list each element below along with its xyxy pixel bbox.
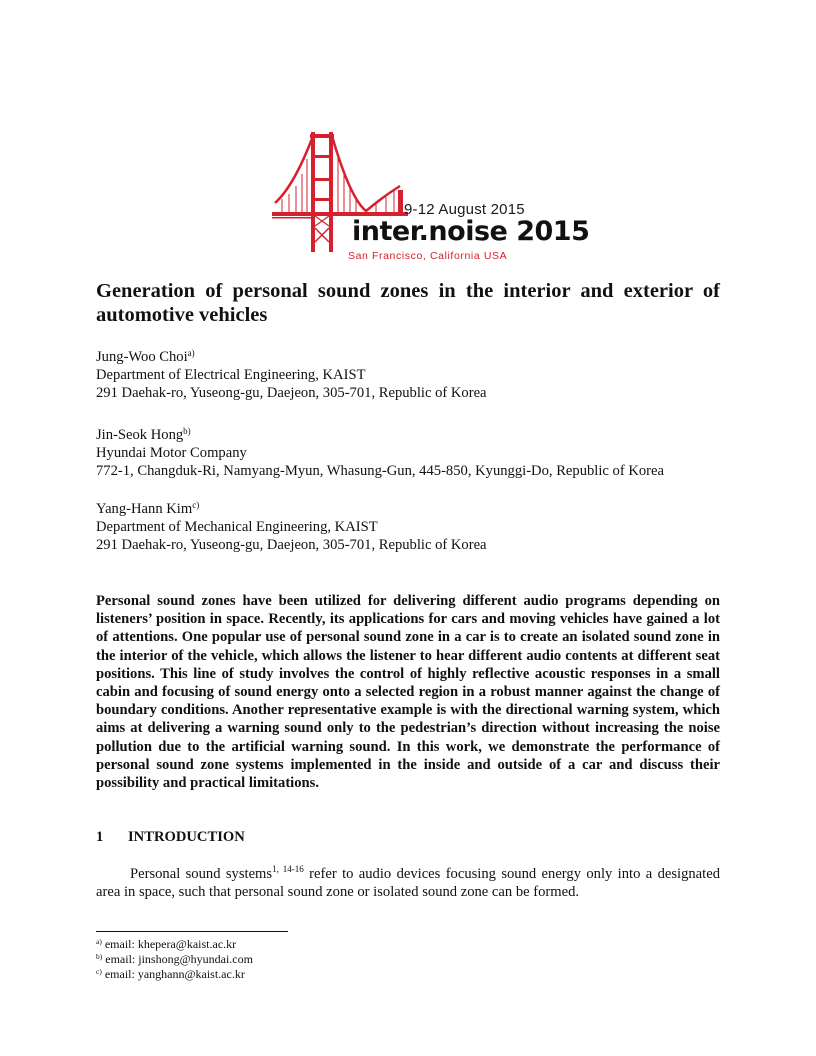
footnote bbox=[96, 952, 253, 967]
author-block-3 bbox=[96, 500, 736, 555]
footnote-email: email: jinshong@hyundai.com bbox=[105, 952, 253, 966]
conference-name: inter.noise 2015 bbox=[352, 216, 590, 247]
footnote-mark: c) bbox=[96, 967, 102, 976]
section-number: 1 bbox=[96, 829, 104, 845]
author-address: 291 Daehak-ro, Yuseong-gu, Daejeon, 305-701, Republic of Korea bbox=[96, 537, 487, 554]
author-block-2 bbox=[96, 426, 736, 481]
author-footnote-mark: b) bbox=[183, 426, 191, 436]
abstract: Personal sound zones have been utilized for delivering different audio programs depending on listeners’ position in space. Recently, its applications for cars and moving vehicles have gained a lot of attentions. One popular use of personal sound zone in a car is to create an isolated sound zone in the interior of the vehicle, which allows the listener to hear different audio contents at different seat positions. This line of study involves the control of highly reflective acoustic responses in a small cabin and focusing of sound energy onto a selected region in a robust manner against the change of boundary conditions. Another representative example is with the directional warning system, which aims at delivering a warning sound only to the pedestrian’s direction without increasing the noise pollution due to the artificial warning sound. In this work, we demonstrate the performance of personal sound zone systems implemented in the inside and outside of a car and discuss their possibility and practical limitations. bbox=[96, 593, 720, 792]
citation-refs: 1, 14-16 bbox=[272, 864, 304, 874]
conference-location: San Francisco, California USA bbox=[348, 250, 508, 262]
author-name: Jin-Seok Hong bbox=[96, 427, 184, 443]
author-block-1 bbox=[96, 348, 736, 403]
author-affiliation: Hyundai Motor Company bbox=[96, 445, 247, 462]
intro-text-start: Personal sound systems bbox=[130, 866, 273, 882]
footnote-mark: b) bbox=[96, 952, 103, 961]
footnote-email: email: khepera@kaist.ac.kr bbox=[104, 937, 237, 951]
footnotes bbox=[96, 937, 253, 982]
author-address: 772-1, Changduk-Ri, Namyang-Myun, Whasung-Gun, 445-850, Kyunggi-Do, Republic of Korea bbox=[96, 463, 664, 480]
footnote-email: email: yanghann@kaist.ac.kr bbox=[104, 967, 245, 981]
author-name: Jung-Woo Choi bbox=[96, 349, 188, 365]
author-affiliation: Department of Mechanical Engineering, KAIST bbox=[96, 519, 378, 536]
footnote bbox=[96, 937, 253, 952]
author-affiliation: Department of Electrical Engineering, KAIST bbox=[96, 367, 366, 384]
conference-logo bbox=[272, 128, 590, 270]
intro-text-rest: refer to audio devices focusing sound energy only into a designated area in space, such that personal sound zone or isolated sound zone can be formed. bbox=[96, 866, 720, 901]
author-name: Yang-Hann Kim bbox=[96, 501, 193, 517]
conference-date: 9-12 August 2015 bbox=[404, 201, 525, 218]
paper-title: Generation of personal sound zones in the interior and exterior of automotive vehicles bbox=[96, 280, 720, 326]
section-title: INTRODUCTION bbox=[128, 829, 245, 845]
footnote-divider bbox=[96, 931, 288, 932]
footnote-mark: a) bbox=[96, 937, 102, 946]
golden-gate-bridge-icon bbox=[272, 128, 548, 270]
section-heading bbox=[96, 829, 245, 846]
author-address: 291 Daehak-ro, Yuseong-gu, Daejeon, 305-701, Republic of Korea bbox=[96, 385, 487, 402]
intro-paragraph bbox=[96, 865, 720, 901]
author-footnote-mark: c) bbox=[192, 500, 200, 510]
author-footnote-mark: a) bbox=[187, 348, 195, 358]
footnote bbox=[96, 967, 253, 982]
